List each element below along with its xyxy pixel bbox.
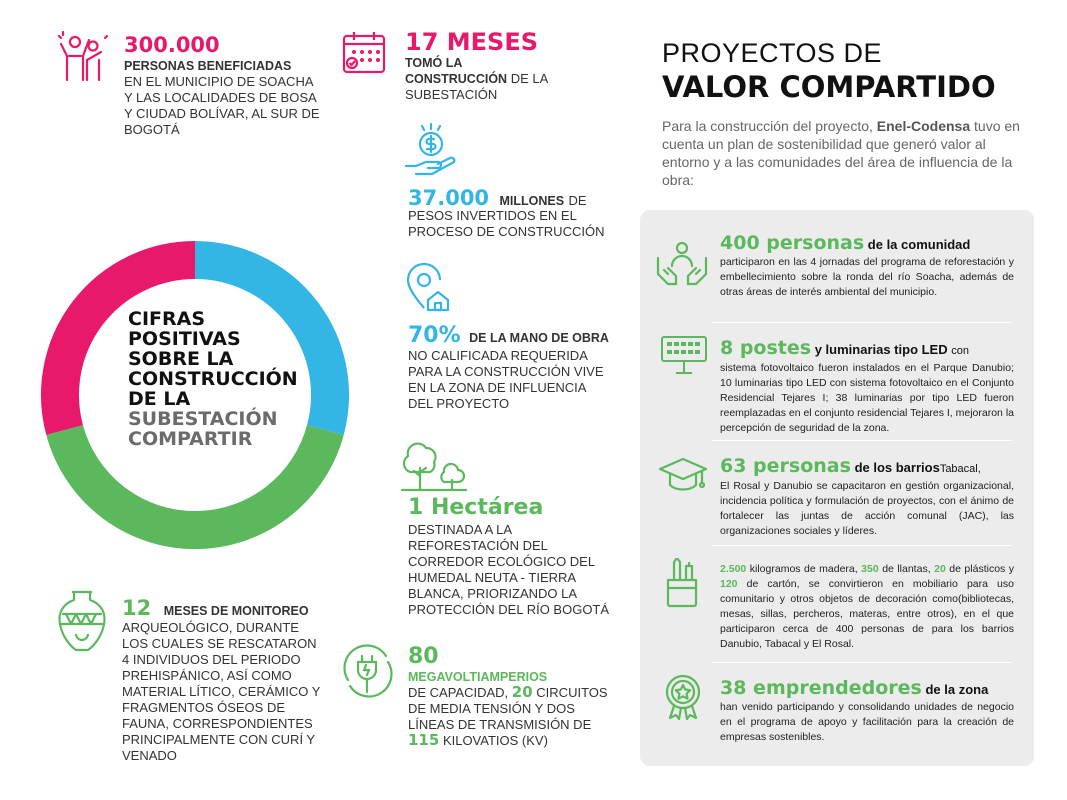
intro-brand: Enel-Codensa bbox=[876, 118, 971, 134]
ring-subtitle-line: COMPARTIR bbox=[128, 428, 253, 450]
ring-title-line: POSITIVAS bbox=[128, 328, 241, 350]
item-head: de la zona bbox=[925, 682, 989, 697]
item-text: de llantas, bbox=[882, 563, 931, 575]
intro-text: Para la construcción del proyecto, bbox=[662, 118, 873, 134]
ring-title-line: CIFRAS bbox=[128, 308, 206, 330]
beneficiadas-number: 300.000 bbox=[124, 33, 220, 57]
item-number: 2.500 bbox=[720, 563, 747, 575]
plug-icon bbox=[340, 642, 396, 698]
item-number: 20 bbox=[934, 563, 946, 575]
megavolt-text-3: KILOVATIOS (KV) bbox=[442, 733, 548, 748]
divider bbox=[712, 440, 1012, 441]
community-hands-icon bbox=[656, 240, 708, 288]
megavolt-text-2: CIRCUITOS DE MEDIA TENSIÓN Y DOS LÍNEAS DE TRANSMISIÓN DE bbox=[408, 685, 608, 732]
hectarea-number: 1 Hectárea bbox=[408, 495, 544, 520]
right-intro bbox=[662, 117, 1022, 189]
item-head-suffix: con bbox=[951, 345, 969, 357]
vase-icon bbox=[56, 590, 108, 652]
item-head-suffix: Tabacal, bbox=[939, 463, 981, 475]
item-number: 350 bbox=[861, 563, 879, 575]
divider bbox=[712, 662, 1012, 663]
monitoreo-lead: MESES DE MONITOREO bbox=[163, 604, 309, 618]
item-text: kilogramos de madera, bbox=[749, 563, 858, 575]
project-item bbox=[720, 456, 1014, 539]
millones-number: 37.000 bbox=[408, 186, 490, 210]
millones-lead-suffix: DE bbox=[568, 193, 587, 208]
megavolt-num-2: 20 bbox=[511, 683, 533, 701]
beneficiadas-lead: PERSONAS BENEFICIADAS bbox=[124, 59, 292, 73]
monitoreo-text: ARQUEOLÓGICO, DURANTE LOS CUALES SE RESCATARON 4 INDIVIDUOS DEL PERIODO PREHISPÁNICO, ASÍ COMO MATERIAL LÍTICO, CERÁMICO Y FRAGMENTOS ÓSEOS DE FAUNA, CORRESPONDIENTES PRINCIPALMENTE CON CURÍ Y VENADO bbox=[122, 620, 321, 763]
item-number: 8 postes bbox=[720, 337, 812, 359]
ring-subtitle-line: SUBESTACIÓN bbox=[128, 408, 278, 430]
meses-number: 17 MESES bbox=[405, 28, 538, 56]
megavolt-number: 80 bbox=[408, 644, 439, 669]
item-head: de la comunidad bbox=[867, 237, 971, 252]
location-home-icon bbox=[404, 262, 452, 314]
item-head: de los barrios bbox=[854, 460, 940, 475]
ring-title-line: SOBRE LA bbox=[128, 348, 234, 370]
ring-title-line: DE LA bbox=[128, 388, 191, 410]
beneficiadas-text: EN EL MUNICIPIO DE SOACHA Y LAS LOCALIDADES DE BOSA Y CIUDAD BOLÍVAR, AL SUR DE BOGOTÁ bbox=[124, 74, 320, 137]
item-number: 38 emprendedores bbox=[720, 677, 922, 699]
award-medal-icon bbox=[662, 672, 704, 720]
hectarea-text: DESTINADA A LA REFORESTACIÓN DEL CORREDOR ECOLÓGICO DEL HUMEDAL NEUTA - TIERRA BLANCA, PRIORIZANDO LA PROTECCIÓN DEL RÍO BOGOTÁ bbox=[408, 522, 610, 617]
item-text: El Rosal y Danubio se capacitaron en gestión organizacional, incidencia política y formulación de proyectos, con el ánimo de fortalecer las juntas de acción comunal (JAC), las organizaciones sociales y líderes. bbox=[720, 480, 1014, 537]
project-item bbox=[720, 678, 1014, 745]
megavolt-text-1: DE CAPACIDAD, bbox=[408, 685, 509, 700]
megavolt-num-3: 115 bbox=[408, 731, 440, 749]
project-item bbox=[720, 233, 1014, 300]
pencil-cup-icon bbox=[664, 558, 700, 608]
item-text: sistema fotovoltaico fueron instalados en el Parque Danubio; 10 luminarias tipo LED con sistema fotovoltaico en el Conjunto Residencial Tejares I; 38 luminarias por tipo LED fueron reemplazadas en el conjunto residencial Tejares I, mejoraron la percepción de seguridad de la zona. bbox=[720, 362, 1014, 434]
divider bbox=[712, 322, 1012, 323]
money-hand-icon bbox=[404, 122, 458, 178]
item-text: de cartón, bbox=[746, 578, 800, 590]
project-item bbox=[720, 338, 1014, 436]
item-number: 400 personas bbox=[720, 232, 865, 254]
item-number: 63 personas bbox=[720, 455, 851, 477]
mano-obra-text: NO CALIFICADA REQUERIDA PARA LA CONSTRUCCIÓN VIVE EN LA ZONA DE INFLUENCIA DEL PROYECTO bbox=[408, 348, 604, 411]
right-title: PROYECTOS DE bbox=[662, 38, 883, 68]
meses-text: DE LA SUBESTACIÓN bbox=[405, 71, 548, 102]
item-text: se convirtieron en mobiliario para uso comunitario y otros objetos de decoración como(bibliotecas, mesas, sillas, percheros, materas, entre otros), en el que participaron cerca de 400 personas de para los barrios Danubio, Tabacal y El Rosal. bbox=[720, 578, 1014, 650]
mano-obra-lead: DE LA MANO DE OBRA bbox=[469, 331, 609, 345]
meses-lead: TOMÓ LA CONSTRUCCIÓN bbox=[405, 56, 508, 86]
millones-lead: MILLONES bbox=[499, 194, 565, 208]
megavolt-lead: MEGAVOLTIAMPERIOS bbox=[408, 670, 548, 684]
monitoreo-number: 12 bbox=[122, 596, 152, 620]
project-item bbox=[720, 562, 1014, 652]
right-title-bold: VALOR COMPARTIDO bbox=[662, 70, 996, 104]
calendar-icon bbox=[340, 28, 388, 76]
item-text: han venido participando y consolidando unidades de negocio en el programa de apoyo y facilitación para la creación de empresas sostenibles. bbox=[720, 701, 1014, 743]
item-text: de plásticos y bbox=[949, 563, 1015, 575]
people-celebrating-icon bbox=[55, 30, 111, 82]
graduation-cap-icon bbox=[658, 455, 708, 495]
mano-obra-number: 70% bbox=[408, 323, 461, 348]
trees-icon bbox=[400, 440, 468, 492]
ring-title-line: CONSTRUCCIÓN bbox=[128, 368, 298, 390]
intro-text-2: tuvo en cuenta un plan de sostenibilidad que generó valor al entorno y a las comunidades del área de influencia de la obra: bbox=[662, 118, 1020, 188]
millones-text: PESOS INVERTIDOS EN EL PROCESO DE CONSTRUCCIÓN bbox=[408, 208, 605, 239]
divider bbox=[712, 545, 1012, 546]
item-text: participaron en las 4 jornadas del programa de reforestación y embellecimiento sobre la ronda del río Soacha, además de otras áreas de interés ambiental del municipio. bbox=[720, 256, 1014, 298]
ring-title bbox=[128, 309, 338, 449]
item-head: y luminarias tipo LED bbox=[814, 342, 948, 357]
item-number: 120 bbox=[720, 578, 738, 590]
solar-panel-icon bbox=[660, 335, 708, 375]
